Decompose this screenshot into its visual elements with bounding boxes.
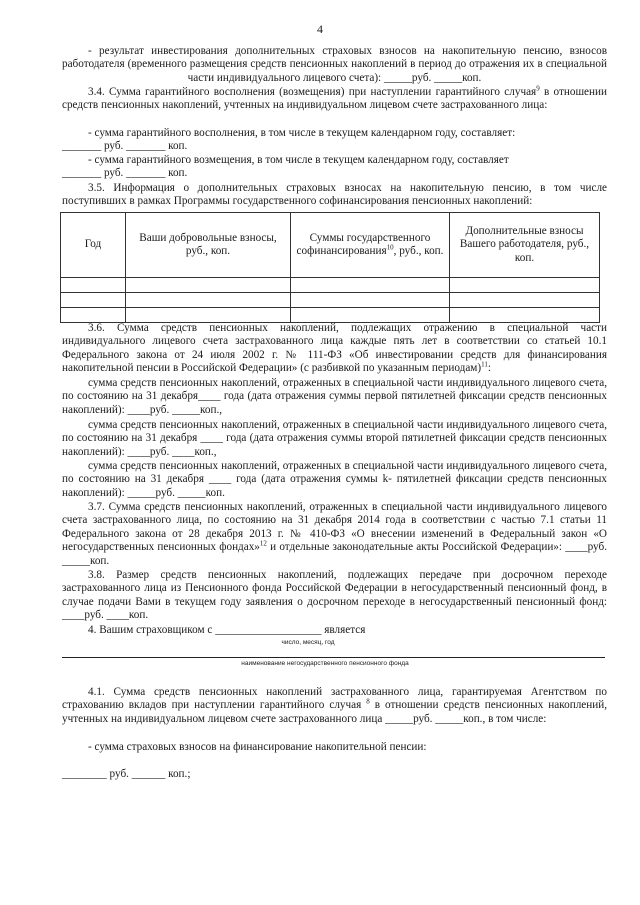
paragraph-3-5: 3.5. Информация о дополнительных страховых взносах на накопительную пенсию, в том числе поступивших в рамках Программы государственного софинансирования пенсионных накоплений: <box>62 182 607 208</box>
paragraph-investment-result: - результат инвестирования дополнительных страховых взносов на накопительную пенсию, взносов работодателя (временного размещения средств пенсионных накоплений в период до отражения их в специальной части индивидуального лицевого счета): _____руб. _____коп. <box>62 45 607 84</box>
page-number: 4 <box>317 22 323 36</box>
table-row <box>61 293 600 308</box>
guarantee-recovery: - сумма гарантийного восполнения, в том числе в текущем календарном году, составляет: _______ руб. _______ коп. <box>62 127 516 153</box>
caption-date: число, месяц, год <box>281 639 335 646</box>
paragraph-3-6-second: сумма средств пенсионных накоплений, отраженных в специальной части индивидуального лицевого счета, по состоянию на 31 декабря ____ года (дата отражения суммы второй пятилетней фиксации средств пенсионных накоплений): ____руб. ____коп., <box>62 419 607 458</box>
guarantee-compensation: - сумма гарантийного возмещения, в том числе в текущем календарном году, составляет _______ руб. _______ коп. <box>62 154 509 180</box>
contributions-table <box>60 212 600 323</box>
table-row <box>61 308 600 323</box>
header-year: Год <box>61 213 126 278</box>
paragraph-3-8: 3.8. Размер средств пенсионных накоплений, подлежащих передаче при досрочном переходе застрахованного лица из Пенсионного фонда Российской Федерации в негосударственный пенсионный фонд, в случае подачи Вами в текущем году заявления о досрочном переходе в негосударственный пенсионный фонд: ____руб. ____коп. <box>62 569 607 622</box>
table-row <box>61 278 600 293</box>
paragraph-4-1: 4.1. Сумма средств пенсионных накоплений застрахованного лица, гарантируемая Агентством по страхованию вкладов при наступлении гарантийного случая $^8$ в отношении средств пенсионных накоплений, учтенных на индивидуальном лицевом счете застрахованного лица _____руб. _____коп., в том числе: <box>62 686 608 725</box>
paragraph-3-7: 3.7. Сумма средств пенсионных накоплений, отраженных в специальной части индивидуального лицевого счета застрахованного лица, по состоянию на 31 декабря 2014 года в соответствии с частью 7.1 статьи 11 Федерального закона от 28 декабря 2013 г. № 410-ФЗ «О внесении изменений в Федеральный закон «О негосударственных пенсионных фондах»$^{12}$ и отдельные законодательные акты Российской Федерации»: ____руб. _____коп. <box>62 501 607 567</box>
header-employer: Дополнительные взносы Вашего работодателя, руб., коп. <box>450 213 600 278</box>
paragraph-3-6-first: сумма средств пенсионных накоплений, отраженных в специальной части индивидуального лицевого счета, по состоянию на 31 декабря____ года (дата отражения суммы первой пятилетней фиксации средств пенсионных накоплений): ____руб. _____коп., <box>62 377 607 416</box>
table-header-row <box>61 213 600 278</box>
header-gov-cofinancing: Суммы государственного софинансирования$^{10}$, руб., коп. <box>291 213 450 278</box>
paragraph-4-1-amount: ________ руб. ______ коп.; <box>62 768 191 780</box>
paragraph-3-4: 3.4. Сумма гарантийного восполнения (возмещения) при наступлении гарантийного случая$^9$ в отношении средств пенсионных накоплений, учтенных на индивидуальном лицевом счете застрахованного лица: <box>62 84 607 112</box>
caption-fund-name: наименование негосударственного пенсионного фонда <box>241 660 409 667</box>
paragraph-3-6-k: сумма средств пенсионных накоплений, отраженных в специальной части индивидуального лицевого счета, по состоянию на 31 декабря ____ года (дата отражения суммы k- пятилетней фиксации средств пенсионных накоплений): _____руб. _____коп. <box>62 460 607 499</box>
paragraph-4: 4. Вашим страховщиком с ___________________ является <box>88 624 366 636</box>
header-voluntary: Ваши добровольные взносы, руб., коп. <box>126 213 291 278</box>
paragraph-3-6: 3.6. Сумма средств пенсионных накоплений, подлежащих отражению в специальной части индивидуального лицевого счета застрахованного лица каждые пять лет в соответствии со статьей 10.1 Федерального закона от 24 июля 2002 г. № 111-ФЗ «Об инвестировании средств для финансирования накопительной пенсии в Российской Федерации» (с разбивкой по указанным периодам)$^{11}$: <box>62 322 607 375</box>
fund-name-line <box>62 657 605 658</box>
paragraph-4-1-contributions: - сумма страховых взносов на финансирование накопительной пенсии: <box>88 741 427 753</box>
